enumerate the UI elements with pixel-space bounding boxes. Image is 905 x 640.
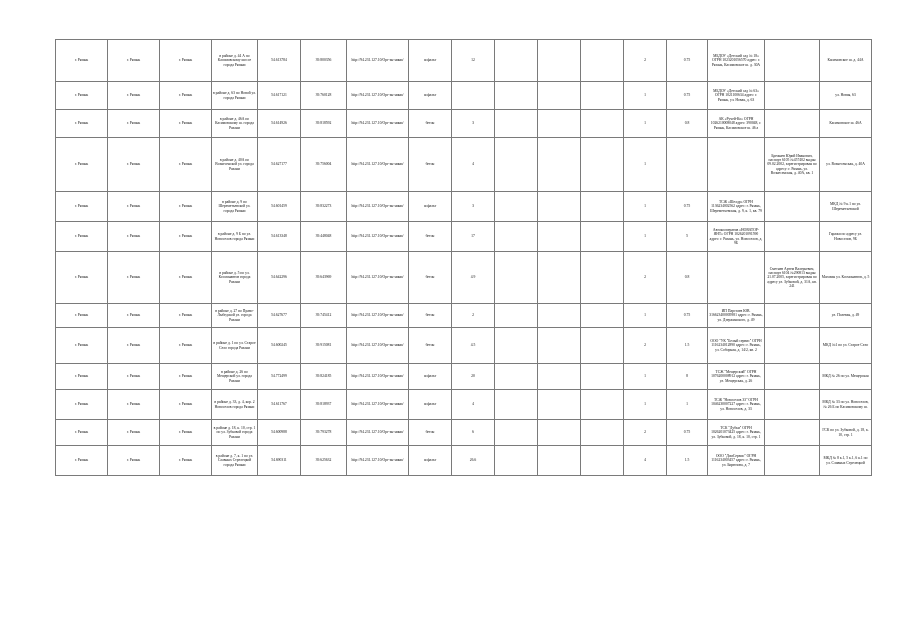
address-cell: в районе д. 9 по Шереметьевской ул. города Рязани bbox=[212, 192, 258, 222]
scheme-url-cell: http://94.231.127.10/Орг-ан-нини/ bbox=[347, 138, 409, 192]
source-object-cell: ул. Вознесенская, д. 40А bbox=[820, 138, 872, 192]
table-row bbox=[56, 364, 872, 390]
scheme-url-cell: http://94.231.127.10/Орг-ан-нини/ bbox=[347, 252, 409, 304]
area-cell: 3 bbox=[452, 192, 495, 222]
longitude-cell: 39.625632 bbox=[301, 446, 347, 476]
owner-cell: Брежнев Юрий Иванович, паспорт 6105 №457402 выдан 09.02.2002, зарегистрирован по адресу: г. Рязань, ул. Вознесенская, д. 40А, кв. 1 bbox=[765, 138, 820, 192]
latitude-cell: 54.627177 bbox=[258, 138, 301, 192]
settlement-cell: г. Рязань bbox=[108, 364, 160, 390]
settlement-cell: г. Рязань bbox=[108, 446, 160, 476]
settlement-cell: г. Рязань bbox=[108, 252, 160, 304]
container-count-cell: 1 bbox=[624, 304, 667, 328]
container-count-cell: 1 bbox=[624, 390, 667, 420]
city-cell: г. Рязань bbox=[160, 138, 212, 192]
registry-table bbox=[55, 39, 872, 476]
source-object-cell: ул. Полевая, д. 49 bbox=[820, 304, 872, 328]
volume-cell: 0.75 bbox=[667, 40, 708, 82]
volume-cell: 5 bbox=[667, 222, 708, 252]
owner-cell bbox=[765, 222, 820, 252]
source-object-cell: МКД № 8 к.1, 5 к.1, 6 к.1 по ул. Славных Стрелецкой bbox=[820, 446, 872, 476]
table-row bbox=[56, 304, 872, 328]
area-cell: 3 bbox=[452, 110, 495, 138]
longitude-cell: 39.793278 bbox=[301, 420, 347, 446]
latitude-cell: 54.642296 bbox=[258, 252, 301, 304]
table-row bbox=[56, 252, 872, 304]
empty-cell bbox=[538, 222, 581, 252]
empty-cell bbox=[495, 252, 538, 304]
city-cell: г. Рязань bbox=[160, 364, 212, 390]
area-cell: 12 bbox=[452, 40, 495, 82]
container-count-cell: 1 bbox=[624, 82, 667, 110]
municipality-cell: г. Рязань bbox=[56, 110, 108, 138]
owner-cell bbox=[765, 328, 820, 364]
scheme-url-cell: http://94.231.127.10/Орг-ан-нини/ bbox=[347, 328, 409, 364]
empty-cell bbox=[495, 420, 538, 446]
address-cell: в районе д. 46А по Касимовскому ш. города Рязани bbox=[212, 110, 258, 138]
owner-cell bbox=[765, 446, 820, 476]
table-row bbox=[56, 192, 872, 222]
owner-cell: Сметнев Артем Валерьевич, паспорт 6104 №290813 выдан 21.07.2005, зарегистрирован по адресу ул. Зубковой, д. 31А, кв. 241 bbox=[765, 252, 820, 304]
empty-cell bbox=[495, 446, 538, 476]
settlement-cell: г. Рязань bbox=[108, 82, 160, 110]
empty-cell bbox=[581, 192, 624, 222]
empty-cell bbox=[581, 222, 624, 252]
scheme-url-cell: http://94.231.127.10/Орг-ан-нини/ bbox=[347, 304, 409, 328]
municipality-cell: г. Рязань bbox=[56, 138, 108, 192]
latitude-cell: 54.614926 bbox=[258, 110, 301, 138]
area-cell bbox=[452, 82, 495, 110]
municipality-cell: г. Рязань bbox=[56, 446, 108, 476]
volume-cell: 0.75 bbox=[667, 420, 708, 446]
city-cell: г. Рязань bbox=[160, 192, 212, 222]
municipality-cell: г. Рязань bbox=[56, 192, 108, 222]
source-object-cell: МКД № 9 к.1 по ул. Шереметьевской bbox=[820, 192, 872, 222]
empty-cell bbox=[581, 110, 624, 138]
settlement-cell: г. Рязань bbox=[108, 138, 160, 192]
table-row bbox=[56, 446, 872, 476]
settlement-cell: г. Рязань bbox=[108, 420, 160, 446]
surface-cell: бетон bbox=[409, 110, 452, 138]
latitude-cell: 54.600245 bbox=[258, 328, 301, 364]
document-sheet bbox=[55, 39, 870, 476]
empty-cell bbox=[495, 192, 538, 222]
city-cell: г. Рязань bbox=[160, 82, 212, 110]
volume-cell: 8 bbox=[667, 364, 708, 390]
longitude-cell: 39.824185 bbox=[301, 364, 347, 390]
container-count-cell: 1 bbox=[624, 110, 667, 138]
organization-cell: ООО "ДомСервис" ОГРН 1116234003457 адрес: г. Рязань, ул. Бирюзова, д. 7 bbox=[708, 446, 765, 476]
municipality-cell: г. Рязань bbox=[56, 390, 108, 420]
area-cell: 20 bbox=[452, 364, 495, 390]
scheme-url-cell: http://94.231.127.10/Орг-ан-нини/ bbox=[347, 192, 409, 222]
longitude-cell: 39.818937 bbox=[301, 390, 347, 420]
empty-cell bbox=[538, 82, 581, 110]
scheme-url-cell: http://94.231.127.10/Орг-ан-нини/ bbox=[347, 82, 409, 110]
municipality-cell: г. Рязань bbox=[56, 304, 108, 328]
address-cell: в районе д. 7, к. 1 по ул. Славных Стрелецкой города Рязани bbox=[212, 446, 258, 476]
scheme-url-cell: http://94.231.127.10/Орг-ан-нини/ bbox=[347, 420, 409, 446]
source-object-cell: МКД № 33 по ул. Новоселов, № 26 Б по Касимовскому ш. bbox=[820, 390, 872, 420]
latitude-cell: 54.690311 bbox=[258, 446, 301, 476]
surface-cell: бетон bbox=[409, 138, 452, 192]
address-cell: в районе д. 33, д. 4, кор. 2 Новоселов города Рязани bbox=[212, 390, 258, 420]
owner-cell bbox=[765, 110, 820, 138]
surface-cell: бетон bbox=[409, 222, 452, 252]
source-object-cell: Касимовское ш. 46А bbox=[820, 110, 872, 138]
surface-cell: асфальт bbox=[409, 82, 452, 110]
city-cell: г. Рязань bbox=[160, 40, 212, 82]
empty-cell bbox=[538, 40, 581, 82]
empty-cell bbox=[538, 138, 581, 192]
address-cell: в районе д. 26 по Мещерской ул. города Рязани bbox=[212, 364, 258, 390]
organization-cell: Автокооператив «НОВАТОР-ЯНТ» ОГРН 1026201091590 адрес: г. Рязань, ул. Новоселов, д. 9Б bbox=[708, 222, 765, 252]
address-cell: в районе д. 18, к. 10, стр. 1 по ул. Зубковой города Рязани bbox=[212, 420, 258, 446]
empty-cell bbox=[581, 82, 624, 110]
owner-cell bbox=[765, 364, 820, 390]
table-row bbox=[56, 390, 872, 420]
container-count-cell: 2 bbox=[624, 328, 667, 364]
municipality-cell: г. Рязань bbox=[56, 420, 108, 446]
empty-cell bbox=[538, 192, 581, 222]
source-object-cell: ГСК по ул. Зубковой, д. 18, к. 10, стр. 1 bbox=[820, 420, 872, 446]
scheme-url-cell: http://94.231.127.10/Орг-ан-нини/ bbox=[347, 40, 409, 82]
volume-cell: 1.5 bbox=[667, 328, 708, 364]
latitude-cell: 54.600988 bbox=[258, 420, 301, 446]
municipality-cell: г. Рязань bbox=[56, 222, 108, 252]
empty-cell bbox=[581, 364, 624, 390]
table-row bbox=[56, 222, 872, 252]
surface-cell: бетон bbox=[409, 252, 452, 304]
city-cell: г. Рязань bbox=[160, 328, 212, 364]
empty-cell bbox=[538, 364, 581, 390]
area-cell: 4 bbox=[452, 390, 495, 420]
area-cell: 4 bbox=[452, 138, 495, 192]
area-cell: 17 bbox=[452, 222, 495, 252]
longitude-cell: 39.818592 bbox=[301, 110, 347, 138]
empty-cell bbox=[581, 420, 624, 446]
empty-cell bbox=[581, 446, 624, 476]
settlement-cell: г. Рязань bbox=[108, 192, 160, 222]
container-count-cell: 1 bbox=[624, 222, 667, 252]
table-body bbox=[56, 40, 872, 476]
owner-cell bbox=[765, 420, 820, 446]
city-cell: г. Рязань bbox=[160, 252, 212, 304]
surface-cell: бетон bbox=[409, 304, 452, 328]
latitude-cell: 54.772499 bbox=[258, 364, 301, 390]
source-object-cell: Магазин ул. Космонавтов, д. 5 bbox=[820, 252, 872, 304]
scheme-url-cell: http://94.231.127.10/Орг-ан-нини/ bbox=[347, 364, 409, 390]
empty-cell bbox=[538, 110, 581, 138]
city-cell: г. Рязань bbox=[160, 446, 212, 476]
settlement-cell: г. Рязань bbox=[108, 304, 160, 328]
organization-cell: ООО "УК "Белый сервис" ОГРН 1116234012890 адрес: г. Рязань, ул. Соборная, д. 14/2, кв. 2 bbox=[708, 328, 765, 364]
empty-cell bbox=[581, 252, 624, 304]
latitude-cell: 54.611767 bbox=[258, 390, 301, 420]
volume-cell: 0.8 bbox=[667, 110, 708, 138]
address-cell: в районе д. 44 А по Касимовскому шоссе города Рязани bbox=[212, 40, 258, 82]
empty-cell bbox=[581, 304, 624, 328]
table-row bbox=[56, 40, 872, 82]
surface-cell: асфальт bbox=[409, 192, 452, 222]
municipality-cell: г. Рязань bbox=[56, 364, 108, 390]
empty-cell bbox=[538, 420, 581, 446]
longitude-cell: 39.643969 bbox=[301, 252, 347, 304]
address-cell: в районе д. 1 по ул. Старое Село города Рязани bbox=[212, 328, 258, 364]
organization-cell bbox=[708, 138, 765, 192]
latitude-cell: 54.613348 bbox=[258, 222, 301, 252]
table-row bbox=[56, 328, 872, 364]
volume-cell: 0.75 bbox=[667, 192, 708, 222]
empty-cell bbox=[495, 40, 538, 82]
longitude-cell: 39.745412 bbox=[301, 304, 347, 328]
municipality-cell: г. Рязань bbox=[56, 40, 108, 82]
container-count-cell: 4 bbox=[624, 446, 667, 476]
organization-cell: МБДОУ «Детский сад № 63» ОГРН 1021100634 адрес: г. Рязань, ул. Новая, д. 63 bbox=[708, 82, 765, 110]
organization-cell: ТСК "Дубки" ОГРН 1026201073425 адрес: г. Рязань, ул. Зубковой, д. 18, к. 10, стр. 1 bbox=[708, 420, 765, 446]
address-cell: в районе д. 40А по Вознесенской ул. города Рязани bbox=[212, 138, 258, 192]
scheme-url-cell: http://94.231.127.10/Орг-ан-нини/ bbox=[347, 390, 409, 420]
empty-cell bbox=[495, 304, 538, 328]
surface-cell: асфальт bbox=[409, 446, 452, 476]
surface-cell: бетон bbox=[409, 420, 452, 446]
empty-cell bbox=[581, 328, 624, 364]
volume-cell: 1.5 bbox=[667, 446, 708, 476]
empty-cell bbox=[495, 364, 538, 390]
city-cell: г. Рязань bbox=[160, 222, 212, 252]
empty-cell bbox=[495, 328, 538, 364]
table-row bbox=[56, 138, 872, 192]
source-object-cell: МКД № 26 по ул. Мещерская bbox=[820, 364, 872, 390]
address-cell: в районе д. 27 по Право-Лыбедской ул. города Рязани bbox=[212, 304, 258, 328]
empty-cell bbox=[538, 446, 581, 476]
city-cell: г. Рязань bbox=[160, 304, 212, 328]
longitude-cell: 39.800356 bbox=[301, 40, 347, 82]
organization-cell: МБДОУ «Детский сад № 18» ОГРН 1023201056570 адрес: г. Рязань, Касимовское ш. д. 30А bbox=[708, 40, 765, 82]
empty-cell bbox=[495, 82, 538, 110]
municipality-cell: г. Рязань bbox=[56, 252, 108, 304]
source-object-cell: МКД №1 по ул. Старое Село bbox=[820, 328, 872, 364]
source-object-cell: ул. Новая, 63 bbox=[820, 82, 872, 110]
container-count-cell: 1 bbox=[624, 138, 667, 192]
surface-cell: бетон bbox=[409, 328, 452, 364]
table-row bbox=[56, 110, 872, 138]
scheme-url-cell: http://94.231.127.10/Орг-ан-нини/ bbox=[347, 222, 409, 252]
owner-cell bbox=[765, 82, 820, 110]
municipality-cell: г. Рязань bbox=[56, 82, 108, 110]
settlement-cell: г. Рязань bbox=[108, 40, 160, 82]
latitude-cell: 54.601459 bbox=[258, 192, 301, 222]
empty-cell bbox=[495, 138, 538, 192]
empty-cell bbox=[495, 390, 538, 420]
container-count-cell: 1 bbox=[624, 192, 667, 222]
settlement-cell: г. Рязань bbox=[108, 390, 160, 420]
empty-cell bbox=[538, 390, 581, 420]
area-cell: 2 bbox=[452, 304, 495, 328]
longitude-cell: 39.832273 bbox=[301, 192, 347, 222]
settlement-cell: г. Рязань bbox=[108, 222, 160, 252]
organization-cell: АК «Ручей-Ко» ОГРН 1026210008048 адрес: 390048, г. Рязань, Касимовское ш. 46 а bbox=[708, 110, 765, 138]
surface-cell: асфальт bbox=[409, 364, 452, 390]
latitude-cell: 54.613784 bbox=[258, 40, 301, 82]
empty-cell bbox=[581, 138, 624, 192]
container-count-cell: 2 bbox=[624, 420, 667, 446]
volume-cell: 0.8 bbox=[667, 252, 708, 304]
container-count-cell: 2 bbox=[624, 252, 667, 304]
municipality-cell: г. Рязань bbox=[56, 328, 108, 364]
empty-cell bbox=[581, 40, 624, 82]
owner-cell bbox=[765, 192, 820, 222]
city-cell: г. Рязань bbox=[160, 390, 212, 420]
source-object-cell: Гаражи по адресу ул. Новоселов, 9Б bbox=[820, 222, 872, 252]
scheme-url-cell: http://94.231.127.10/Орг-ан-нини/ bbox=[347, 110, 409, 138]
volume-cell bbox=[667, 138, 708, 192]
empty-cell bbox=[581, 390, 624, 420]
address-cell: в районе д. 5 по ул. Космонавтов города Рязани bbox=[212, 252, 258, 304]
address-cell: в районе д. 9 Б по ул. Новоселов города Рязани bbox=[212, 222, 258, 252]
volume-cell: 1 bbox=[667, 390, 708, 420]
area-cell: 4.9 bbox=[452, 252, 495, 304]
settlement-cell: г. Рязань bbox=[108, 110, 160, 138]
longitude-cell: 39.756004 bbox=[301, 138, 347, 192]
volume-cell: 0.75 bbox=[667, 82, 708, 110]
owner-cell bbox=[765, 304, 820, 328]
table-row bbox=[56, 420, 872, 446]
container-count-cell: 1 bbox=[624, 364, 667, 390]
organization-cell bbox=[708, 252, 765, 304]
longitude-cell: 39.448048 bbox=[301, 222, 347, 252]
area-cell: 4.5 bbox=[452, 328, 495, 364]
area-cell: 6 bbox=[452, 420, 495, 446]
area-cell: 26.6 bbox=[452, 446, 495, 476]
empty-cell bbox=[495, 110, 538, 138]
organization-cell: ТСЖ «Шелдр» ОГРН 1136234002562 адрес: г. Рязань, Шереметьевская, д. 9, к. 1, кв. 79 bbox=[708, 192, 765, 222]
city-cell: г. Рязань bbox=[160, 420, 212, 446]
address-cell: в районе д. 63 по Новой ул. города Рязани bbox=[212, 82, 258, 110]
table-row bbox=[56, 82, 872, 110]
city-cell: г. Рязань bbox=[160, 110, 212, 138]
latitude-cell: 54.617121 bbox=[258, 82, 301, 110]
organization-cell: ТСЖ "Мещерский" ОГРН 1076200008912 адрес: г. Рязань, ул. Мещерская, д. 26 bbox=[708, 364, 765, 390]
empty-cell bbox=[495, 222, 538, 252]
surface-cell: асфальт bbox=[409, 40, 452, 82]
longitude-cell: 39.760128 bbox=[301, 82, 347, 110]
scheme-url-cell: http://94.231.127.10/Орг-ан-нини/ bbox=[347, 446, 409, 476]
source-object-cell: Касимовское ш. д. 44А bbox=[820, 40, 872, 82]
volume-cell: 0.75 bbox=[667, 304, 708, 328]
empty-cell bbox=[538, 304, 581, 328]
empty-cell bbox=[538, 328, 581, 364]
owner-cell bbox=[765, 40, 820, 82]
owner-cell bbox=[765, 390, 820, 420]
surface-cell: асфальт bbox=[409, 390, 452, 420]
settlement-cell: г. Рязань bbox=[108, 328, 160, 364]
organization-cell: ИП Парстаев ЮВ. 316623400005981 адрес: г. Рязань, ул. Дзержинского, д. 49 bbox=[708, 304, 765, 328]
container-count-cell: 2 bbox=[624, 40, 667, 82]
organization-cell: ТСЖ "Новоселов 33" ОГРН 1046230007227 адрес: г. Рязань, ул. Новоселов, д. 33 bbox=[708, 390, 765, 420]
latitude-cell: 54.627677 bbox=[258, 304, 301, 328]
longitude-cell: 39.915081 bbox=[301, 328, 347, 364]
empty-cell bbox=[538, 252, 581, 304]
